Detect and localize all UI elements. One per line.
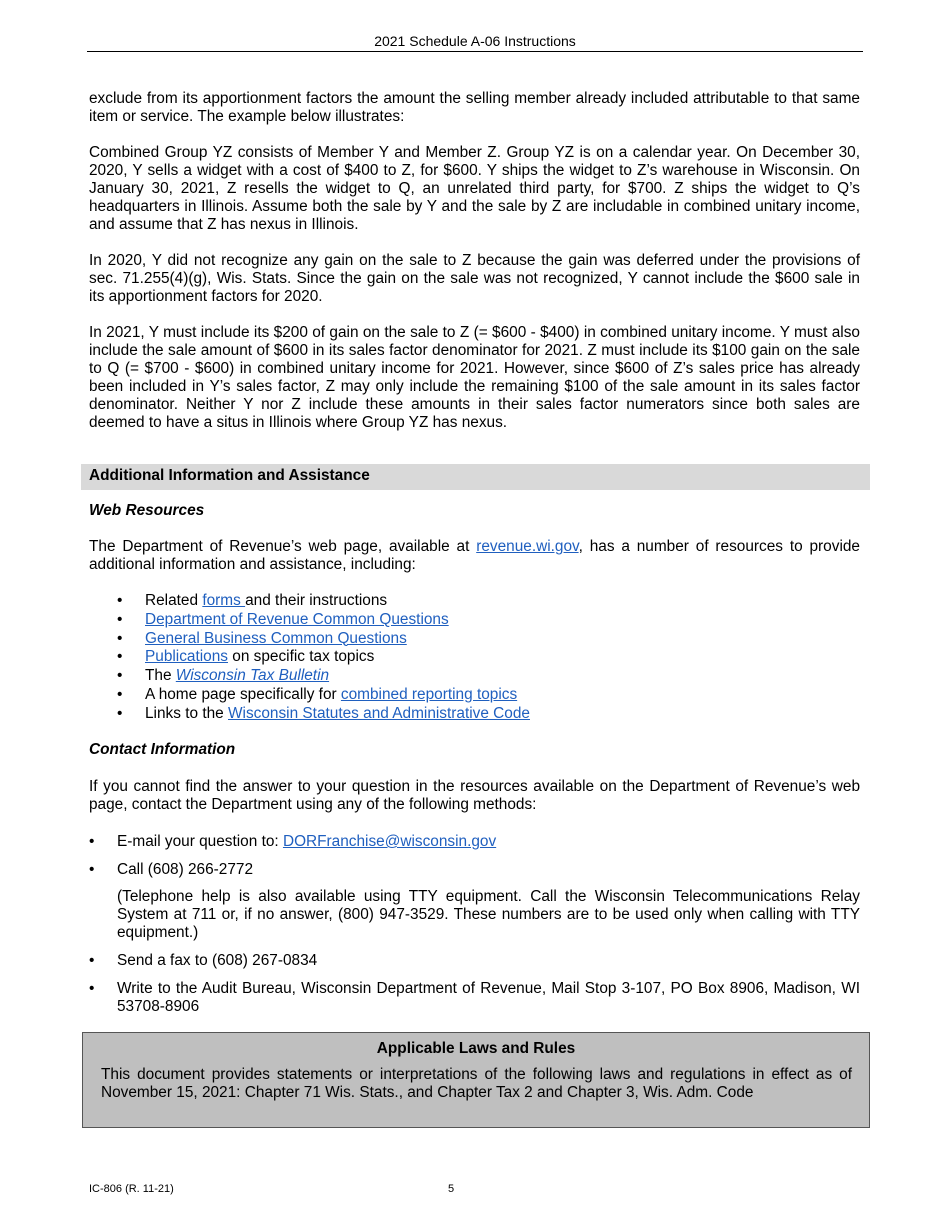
paragraph-apportionment: exclude from its apportionment factors the amount the selling member already included attributable to that same item or service. The example below illustrates: — [89, 90, 860, 125]
list-item — [117, 630, 860, 649]
statutes-link[interactable]: Wisconsin Statutes and Administrative Code — [228, 704, 530, 722]
publications-link[interactable]: Publications — [145, 648, 228, 666]
tty-note: (Telephone help is also available using TTY equipment. Call the Wisconsin Telecommunications Relay System at 711 or, if no answer, (800) 947-3529. These numbers are to be used only when calling with TTY equipment.) — [117, 888, 860, 941]
laws-body: This document provides statements or interpretations of the following laws and regulations in effect as of November 15, 2021: Chapter 71 Wis. Stats., and Chapter Tax 2 and Chapter 3, Wis. Adm. Code — [101, 1066, 852, 1101]
tax-bulletin-link[interactable]: Wisconsin Tax Bulletin — [175, 667, 330, 685]
list-item: • Write to the Audit Bureau, Wisconsin Department of Revenue, Mail Stop 3-107, PO Box 8906, Madison, WI 53708-8906 — [89, 980, 860, 1016]
list-item: • E-mail your question to: DORFranchise@wisconsin.gov — [89, 833, 860, 851]
forms-link[interactable]: forms — [202, 592, 246, 609]
list-item: • Related forms and their instructions — [117, 592, 860, 611]
list-item: • Send a fax to (608) 267-0834 — [89, 952, 860, 970]
example-text — [89, 90, 860, 432]
section-title: Additional Information and Assistance — [89, 467, 370, 484]
web-resources-intro — [89, 538, 860, 574]
footer-form-id: IC-806 (R. 11-21) — [89, 1183, 174, 1195]
revenue-link[interactable]: revenue.wi.gov — [476, 538, 579, 555]
contact-intro: If you cannot find the answer to your question in the resources available on the Department of Revenue’s web page, contact the Department using any of the following methods: — [89, 778, 860, 813]
list-item: • A home page specifically for combined reporting topics — [117, 686, 860, 705]
applicable-laws-box — [82, 1032, 870, 1128]
paragraph-2021: In 2021, Y must include its $200 of gain on the sale to Z (= $600 - $400) in combined unitary income. Y must also include the sale amount of $600 in its sales factor denominator for 2021. Z must include its $100 gain on the sale to Q (= $700 - $600) in combined unitary income for 2021. However, since $600 of Z’s sales price has already been included in Y’s sales factor, Z may only include the remaining $100 of the sale amount in its sales factor denominator. Neither Y nor Z include these amounts in their sales factor numerators since both sales are deemed to have a situs in Illinois where Group YZ has nexus. — [89, 324, 860, 431]
list-item — [117, 611, 860, 630]
contact-methods-list — [89, 833, 860, 879]
list-item: • Links to the Wisconsin Statutes and Administrative Code — [117, 705, 860, 724]
email-link[interactable]: DORFranchise@wisconsin.gov — [282, 833, 497, 850]
dor-common-questions-link[interactable]: Department of Revenue Common Questions — [145, 610, 449, 628]
page-header: 2021 Schedule A-06 Instructions — [87, 33, 863, 52]
contact-heading: Contact Information — [89, 741, 236, 758]
laws-title: Applicable Laws and Rules — [376, 1040, 576, 1057]
paragraph-2020: In 2020, Y did not recognize any gain on the sale to Z because the gain was deferred under the provisions of sec. 71.255(4)(g), Wis. Stats. Since the gain on the sale was not recognized, Y cannot include the $600 sale in its apportionment factors for 2020. — [89, 252, 860, 305]
list-item: • Call (608) 266-2772 — [89, 861, 860, 879]
intro-text: The Department of Revenue’s web page, available at — [89, 538, 477, 555]
web-resources-heading: Web Resources — [89, 502, 205, 519]
footer-page-number: 5 — [448, 1183, 455, 1195]
paragraph-example: Combined Group YZ consists of Member Y and Member Z. Group YZ is on a calendar year. On December 30, 2020, Y sells a widget with a cost of $400 to Z, for $600. Y ships the widget to Z’s warehouse in Wisconsin. On January 30, 2021, Z resells the widget to Q, an unrelated third party, for $700. Z ships the widget to Q’s headquarters in Illinois. Assume both the sale by Y and the sale by Z are includable in combined unitary income, and assume that Z has nexus in Illinois. — [89, 144, 860, 233]
list-item: • Publications on specific tax topics — [117, 648, 860, 667]
resource-list — [117, 592, 860, 724]
list-item: • The Wisconsin Tax Bulletin — [117, 667, 860, 686]
intro-text-after: , has a number of resources to provide additional information and assistance, including: — [89, 538, 860, 573]
business-common-questions-link[interactable]: General Business Common Questions — [145, 629, 407, 647]
web-resources-section — [89, 502, 860, 724]
contact-methods-list-2 — [89, 952, 860, 1016]
contact-section — [89, 741, 860, 1016]
combined-reporting-link[interactable]: combined reporting topics — [340, 685, 518, 703]
section-header-bar — [81, 464, 870, 490]
